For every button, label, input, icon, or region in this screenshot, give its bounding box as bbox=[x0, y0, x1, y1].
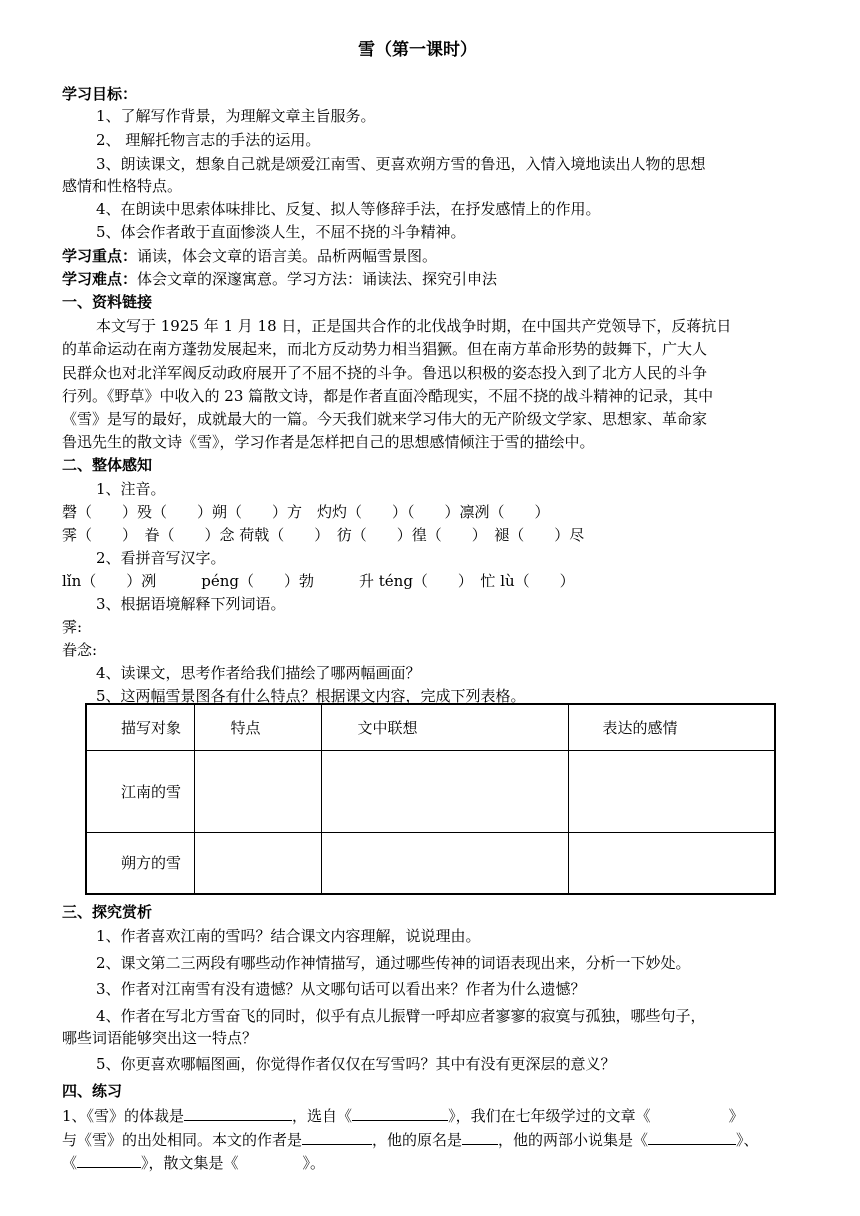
word-juannian: 眷念: bbox=[62, 641, 98, 659]
exercise-text: ，选自《 bbox=[292, 1107, 353, 1125]
question-pronunciation: 1、注音。 bbox=[96, 480, 166, 498]
objective-item-continued: 感情和性格特点。 bbox=[62, 177, 183, 195]
question-two-pictures: 4、读课文，思考作者给我们描绘了哪两幅画面？ bbox=[96, 664, 421, 682]
section1-paragraph-line: 《雪》是写的最好，成就最大的一篇。今天我们就来学习伟大的无产阶级文学家、思想家、革命家 bbox=[62, 410, 708, 428]
objective-item: 1、了解写作背景，为理解文章主旨服务。 bbox=[96, 107, 376, 125]
section3-question-continued: 哪些词语能够突出这一特点？ bbox=[62, 1029, 258, 1047]
section1-heading: 一、资料链接 bbox=[62, 293, 153, 311]
exercise-text: ，他的原名是 bbox=[372, 1131, 463, 1149]
difficulty-text: 体会文章的深邃寓意。学习方法：诵读法、探究引申法 bbox=[137, 270, 498, 288]
answer-cell[interactable] bbox=[568, 832, 775, 894]
exercise-text: 《 bbox=[62, 1154, 78, 1172]
header-feature: 特点 bbox=[194, 704, 321, 750]
pinyin-row: 磬（ ）殁（ ）朔（ ）方 灼灼（ ）（ ）凛冽（ ） bbox=[62, 503, 550, 521]
difficulty-line bbox=[62, 269, 497, 289]
header-subject: 描写对象 bbox=[86, 704, 194, 750]
exercise-text: 》 bbox=[728, 1107, 744, 1125]
exercise-line-2 bbox=[62, 1128, 759, 1150]
section3-question: 3、作者对江南雪有没有遗憾？从文哪句话可以看出来？作者为什么遗憾？ bbox=[96, 980, 586, 998]
exercise-text: 与《雪》的出处相同。本文的作者是 bbox=[62, 1131, 303, 1149]
question-table: 5、这两幅雪景图各有什么特点？根据课文内容，完成下列表格。 bbox=[96, 687, 526, 705]
section3-question: 1、作者喜欢江南的雪吗？结合课文内容理解，说说理由。 bbox=[96, 927, 481, 945]
question-explain-words: 3、根据语境解释下列词语。 bbox=[96, 595, 286, 613]
section1-paragraph-line: 民群众也对北洋军阀反动政府展开了不屈不挠的斗争。鲁迅以积极的姿态投入到了北方人民的斗争 bbox=[62, 364, 708, 382]
answer-cell[interactable] bbox=[321, 832, 568, 894]
objective-item: 3、朗读课文，想象自己就是颂爱江南雪、更喜欢朔方雪的鲁迅，入情入境地读出人物的思想 bbox=[96, 155, 706, 173]
section4-heading: 四、练习 bbox=[62, 1082, 123, 1100]
objective-item: 4、在朗读中思索体味排比、反复、拟人等修辞手法，在抒发感情上的作用。 bbox=[96, 200, 601, 218]
table-row bbox=[86, 832, 775, 894]
objective-item: 5、体会作者敢于直面惨淡人生，不屈不挠的斗争精神。 bbox=[96, 223, 466, 241]
snow-comparison-table bbox=[85, 703, 776, 895]
word-ji: 霁: bbox=[62, 618, 83, 636]
exercise-line-1 bbox=[62, 1104, 744, 1126]
pinyin-row: 霁（ ） 眷（ ）念 荷戟（ ） 彷（ ）徨（ ） 褪（ ）尽 bbox=[62, 526, 585, 544]
exercise-text: 》。 bbox=[302, 1154, 326, 1172]
section2-heading: 二、整体感知 bbox=[62, 456, 153, 474]
exercise-line-3 bbox=[62, 1151, 325, 1173]
section1-paragraph-line: 的革命运动在南方蓬勃发展起来，而北方反动势力相当猖獗。但在南方革命形势的鼓舞下，广大人 bbox=[62, 340, 708, 358]
section3-heading: 三、探究赏析 bbox=[62, 903, 153, 921]
answer-cell[interactable] bbox=[568, 750, 775, 832]
hanzi-row: lǐn（ ）冽 péng（ ）勃 升 téng（ ） 忙 lù（ ） bbox=[62, 572, 575, 590]
exercise-text: 》，散文集是《 bbox=[141, 1154, 239, 1172]
exercise-text: 1、《雪》的体裁是 bbox=[62, 1107, 185, 1125]
row-label-shuofang: 朔方的雪 bbox=[86, 832, 194, 894]
blank-novel-collection-2[interactable] bbox=[77, 1151, 141, 1168]
blank-genre[interactable] bbox=[184, 1104, 292, 1121]
answer-cell[interactable] bbox=[194, 750, 321, 832]
question-write-hanzi: 2、看拼音写汉字。 bbox=[96, 549, 226, 567]
blank-novel-collection-1[interactable] bbox=[648, 1128, 736, 1145]
header-emotion: 表达的感情 bbox=[568, 704, 775, 750]
section3-question: 5、你更喜欢哪幅图画，你觉得作者仅仅在写雪吗？其中有没有更深层的意义？ bbox=[96, 1055, 616, 1073]
focus-label: 学习重点： bbox=[62, 247, 138, 265]
section3-question: 2、课文第二三两段有哪些动作神情描写，通过哪些传神的词语表现出来，分析一下妙处。 bbox=[96, 954, 691, 972]
blank-source[interactable] bbox=[352, 1104, 448, 1121]
section1-paragraph-line: 行列。《野草》中收入的 23 篇散文诗，都是作者直面冷酷现实，不屈不挠的战斗精神的记录，其中 bbox=[62, 387, 714, 405]
section3-question: 4、作者在写北方雪奋飞的同时，似乎有点儿振臂一呼却应者寥寥的寂寞与孤独，哪些句子， bbox=[96, 1007, 706, 1025]
table-row bbox=[86, 750, 775, 832]
focus-text: 诵读，体会文章的语言美。品析两幅雪景图。 bbox=[137, 247, 438, 265]
difficulty-label: 学习难点： bbox=[62, 270, 138, 288]
objective-item: 2、 理解托物言志的手法的运用。 bbox=[96, 131, 321, 149]
header-association: 文中联想 bbox=[321, 704, 568, 750]
blank-author[interactable] bbox=[302, 1128, 372, 1145]
focus-line bbox=[62, 246, 437, 266]
page-title: 雪（第一课时） bbox=[358, 40, 477, 60]
table-header-row bbox=[86, 704, 775, 750]
exercise-text: 》，我们在七年级学过的文章《 bbox=[448, 1107, 651, 1125]
answer-cell[interactable] bbox=[321, 750, 568, 832]
blank-original-name[interactable] bbox=[462, 1128, 498, 1145]
exercise-text: ，他的两部小说集是《 bbox=[498, 1131, 649, 1149]
objectives-heading: 学习目标： bbox=[62, 85, 138, 103]
row-label-jiangnan: 江南的雪 bbox=[86, 750, 194, 832]
answer-cell[interactable] bbox=[194, 832, 321, 894]
section1-paragraph-line: 本文写于 1925 年 1 月 18 日，正是国共合作的北伐战争时期，在中国共产党领导下，反蒋抗日 bbox=[96, 317, 732, 335]
exercise-text: 》、 bbox=[736, 1131, 759, 1149]
section1-paragraph-line: 鲁迅先生的散文诗《雪》，学习作者是怎样把自己的思想感情倾注于雪的描绘中。 bbox=[62, 433, 595, 451]
